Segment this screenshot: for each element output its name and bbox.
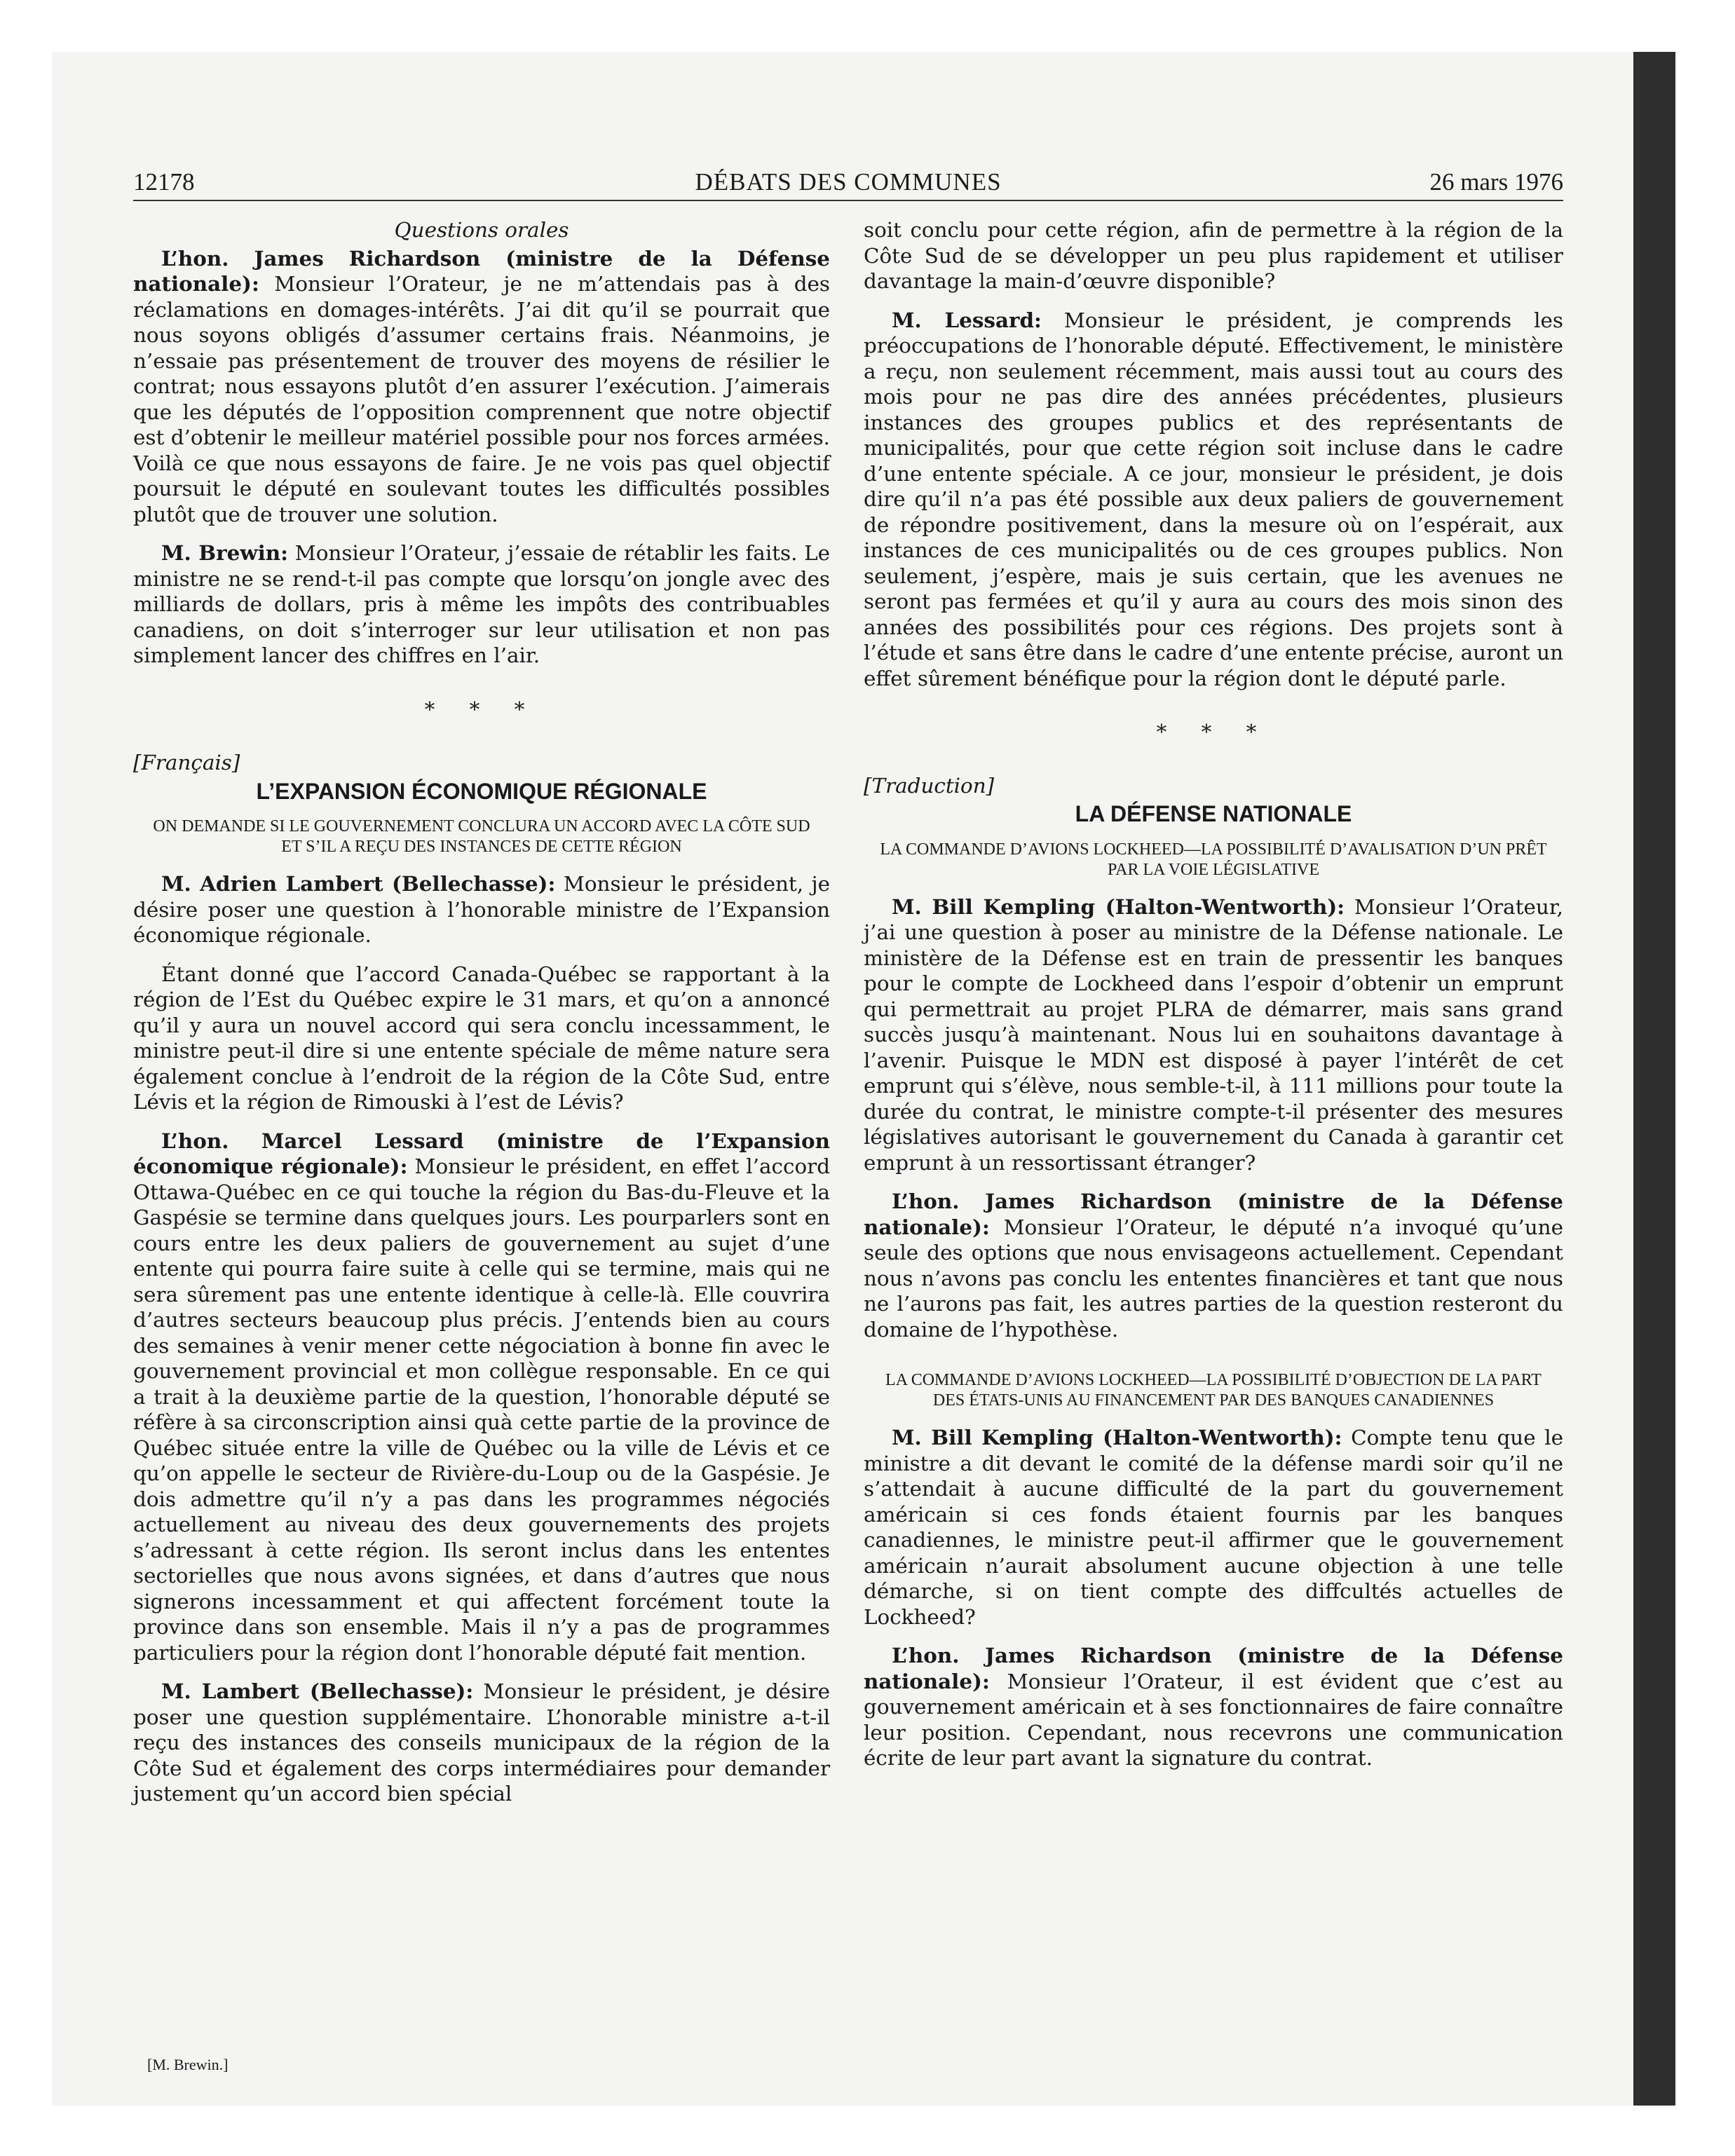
paragraph — [133, 1679, 830, 1807]
paragraph — [133, 540, 830, 669]
section-subheading: LA COMMANDE D’AVIONS LOCKHEED—LA POSSIBILITÉ D’OBJECTION DE LA PART DES ÉTATS-UNIS AU FINANCEMENT PAR DES BANQUES CANADIENNES — [885, 1371, 1542, 1410]
speaker: M. Brewin: — [161, 540, 288, 565]
page-title: DÉBATS DES COMMUNES — [695, 168, 1002, 196]
language-tag: [Traduction] — [864, 773, 995, 798]
page-header — [133, 168, 1563, 202]
paragraph — [864, 894, 1563, 1176]
section-separator: * * * — [424, 697, 539, 721]
page-number: 12178 — [133, 168, 195, 196]
section-subheading: LA COMMANDE D’AVIONS LOCKHEED—LA POSSIBILITÉ D’AVALISATION D’UN PRÊT PAR LA VOIE LÉGISLATIVE — [880, 840, 1547, 879]
paragraph — [133, 871, 830, 948]
page-date: 26 mars 1976 — [1429, 168, 1563, 196]
paragraph — [133, 1128, 830, 1666]
paragraph — [133, 246, 830, 528]
paragraph: soit conclu pour cette région, afin de permettre à la région de la Côte Sud de se développer un peu plus rapidement et utiliser davantage la main-d’œuvre disponible? — [864, 218, 1563, 293]
section-subheading: ON DEMANDE SI LE GOUVERNEMENT CONCLURA UN ACCORD AVEC LA CÔTE SUD ET S’IL A REÇU DES INSTANCES DE CETTE RÉGION — [153, 817, 810, 856]
paragraph-text: Monsieur l’Orateur, je ne m’attendais pas à des réclamations en domages-intérêts. J’ai dit qu’il se pourrait que nous soyons obligés d’assumer certains frais. Néanmoins, je n’essaie pas présentement de trouver des moyens de résilier le contrat; nous essayons plutôt d’en assurer l’exécution. J’aimerais que les députés de l’opposition comprennent que notre objectif est d’obtenir le meilleur matériel possible pour nos forces armées. Voilà ce que nous essayons de faire. Je ne vois pas quel objectif poursuit le député en soulevant toutes les difficultés possibles plutôt que de trouver une solution. — [133, 272, 830, 526]
paragraph-text: Monsieur l’Orateur, j’essaie de rétablir les faits. Le ministre ne se rend-t-il pas compte que lorsqu’on jongle avec des milliards de dollars, pris à même les impôts des contribuables canadiens, on doit s’interroger sur leur utilisation et non pas simplement lancer des chiffres en l’air. — [133, 541, 830, 667]
language-tag: [Français] — [133, 751, 240, 775]
paragraph-text: Compte tenu que le ministre a dit devant le comité de la défense mardi soir qu’il ne s’attendait à aucune difficulté de la part du gouvernement américain si ces fonds étaient fournis par les banques canadiennes, le ministre peut-il affirmer que le gouvernement américain n’aurait absolument aucune objection à une telle démarche, si on tient compte des diffcultés actuelles de Lockheed? — [864, 1426, 1563, 1629]
section-caption: Questions orales — [394, 218, 569, 242]
paragraph-text: Monsieur le président, je désire poser une question supplémentaire. L’honorable ministre a-t-il reçu des instances des conseils municipaux de la région de la Côte Sud et également des corps intermédiaires pour demander justement qu’un accord bien spécial — [133, 1679, 831, 1806]
section-heading: L’EXPANSION ÉCONOMIQUE RÉGIONALE — [256, 778, 707, 804]
speaker: L’hon. Marcel Lessard (ministre de l’Expansion économique régionale): — [133, 1128, 830, 1178]
paragraph-text: Monsieur l’Orateur, j’ai une question à poser au ministre de la Défense nationale. Le ministère de la Défense est en train de pressentir les banques pour le compte de Lockheed dans l’espoir d’obtenir un emprunt qui permettrait au projet PLRA de démarrer, mais sans grand succès jusqu’à maintenant. Nous lui en souhaitons davantage à l’avenir. Puisque le MDN est disposé à payer l’intérêt de cet emprunt qui s’élève, nous semble-t-il, à 111 millions pour toute la durée du contrat, le ministre compte-t-il présenter des mesures législatives autorisant le gouvernement du Canada à garantir cet emprunt à un ressortissant étranger? — [864, 894, 1563, 1175]
left-column — [133, 217, 830, 1820]
scan-edge-strip — [1633, 52, 1675, 2106]
speaker: L’hon. James Richardson (ministre de la Défense nationale): — [864, 1189, 1563, 1239]
paragraph-text: Monsieur le président, en effet l’accord Ottawa-Québec en ce qui touche la région du Bas-du-Fleuve et la Gaspésie se termine dans quelques jours. Les pourparlers sont en cours entre les deux paliers de gouvernement au sujet d’une entente qui pourra faire suite à celle qui se termine, mais qui ne sera sûrement pas une entente identique à celle-là. Elle couvrira d’autres secteurs beaucoup plus précis. J’entends bien au cours des semaines à venir mener cette négociation à bonne fin avec le gouvernement provincial et mon collègue responsable. En ce qui a trait à la deuxième partie de la question, l’honorable député se réfère à sa circonscription ainsi quà cette partie de la province de Québec située entre la ville de Québec ou la ville de Lévis et ce qu’on appelle le secteur de Rivière-du-Loup ou de la Gaspésie. Je dois admettre qu’il n’y a pas dans les programmes négociés actuellement au niveau des deux gouvernements des projets s’adressant à cette région. Ils seront inclus dans les ententes sectorielles que nous avons signées, et dans d’autres que nous signerons incessamment et qui affectent forcément toute la province dans son ensemble. Mais il n’y a pas de programmes particuliers pour la région dont l’honorable député fait mention. — [133, 1154, 831, 1665]
speaker: M. Lessard: — [892, 307, 1042, 332]
footnote: [M. Brewin.] — [147, 2056, 229, 2073]
speaker: L’hon. James Richardson (ministre de la Défense nationale): — [864, 1643, 1563, 1693]
paragraph — [864, 1189, 1563, 1342]
paragraph — [864, 1425, 1563, 1630]
speaker: M. Adrien Lambert (Bellechasse): — [161, 871, 556, 896]
paragraph-text: Monsieur le président, je désire poser une question à l’honorable ministre de l’Expansion économique régionale. — [133, 872, 831, 947]
paragraph-text: Monsieur l’Orateur, le député n’a invoqué qu’une seule des options que nous envisageons actuellement. Cependant nous n’avons pas conclu les ententes financières et tant que nous ne l’aurons pas fait, les autres parties de la question resteront du domaine de l’hypothèse. — [864, 1215, 1564, 1342]
section-separator: * * * — [1156, 720, 1271, 744]
speaker: L’hon. James Richardson (ministre de la Défense nationale): — [133, 245, 830, 296]
paragraph — [864, 1643, 1563, 1771]
right-column — [864, 217, 1563, 1785]
speaker: M. Bill Kempling (Halton-Wentworth): — [892, 894, 1345, 919]
paragraph — [864, 308, 1563, 692]
paragraph: Étant donné que l’accord Canada-Québec se rapportant à la région de l’Est du Québec expire le 31 mars, et qu’on a annoncé qu’il y aura un nouvel accord qui sera conclu incessamment, le ministre peut-il dire si une entente spéciale de même nature sera également conclue à l’endroit de la région de la Côte Sud, entre Lévis et la région de Rimouski à l’est de Lévis? — [133, 962, 830, 1114]
paragraph-text: Monsieur le président, je comprends les préoccupations de l’honorable député. Effectivement, le ministère a reçu, non seulement récemment, mais aussi tout au cours des mois pour ne pas dire des années précédentes, plusieurs instances des groupes publics et des représentants de municipalités, pour que cette région soit incluse dans le cadre d’une entente spéciale. A ce jour, monsieur le président, je dois dire qu’il n’a pas été possible aux deux paliers de gouvernement de répondre positivement, dans la mesure où on l’espérait, aux instances de ces municipalités ou de ces groupes publics. Non seulement, j’espère, mais je suis certain, que les avenues ne seront pas fermées et qu’il y aura au cours des mois sinon des années des possibilités pour ces régions. Des projets sont à l’étude et sans être dans le cadre d’une entente précise, auront un effet sûrement bénéfique pour la région dont le député parle. — [864, 308, 1563, 690]
speaker: M. Bill Kempling (Halton-Wentworth): — [892, 1425, 1342, 1449]
section-heading: LA DÉFENSE NATIONALE — [1075, 801, 1352, 826]
paragraph-text: Monsieur l’Orateur, il est évident que c’est au gouvernement américain et à ses fonctionnaires de faire connaître leur position. Cependant, nous recevrons une communication écrite de leur part avant la signature du contrat. — [864, 1669, 1564, 1770]
header-rule — [133, 200, 1563, 201]
speaker: M. Lambert (Bellechasse): — [161, 1679, 474, 1703]
